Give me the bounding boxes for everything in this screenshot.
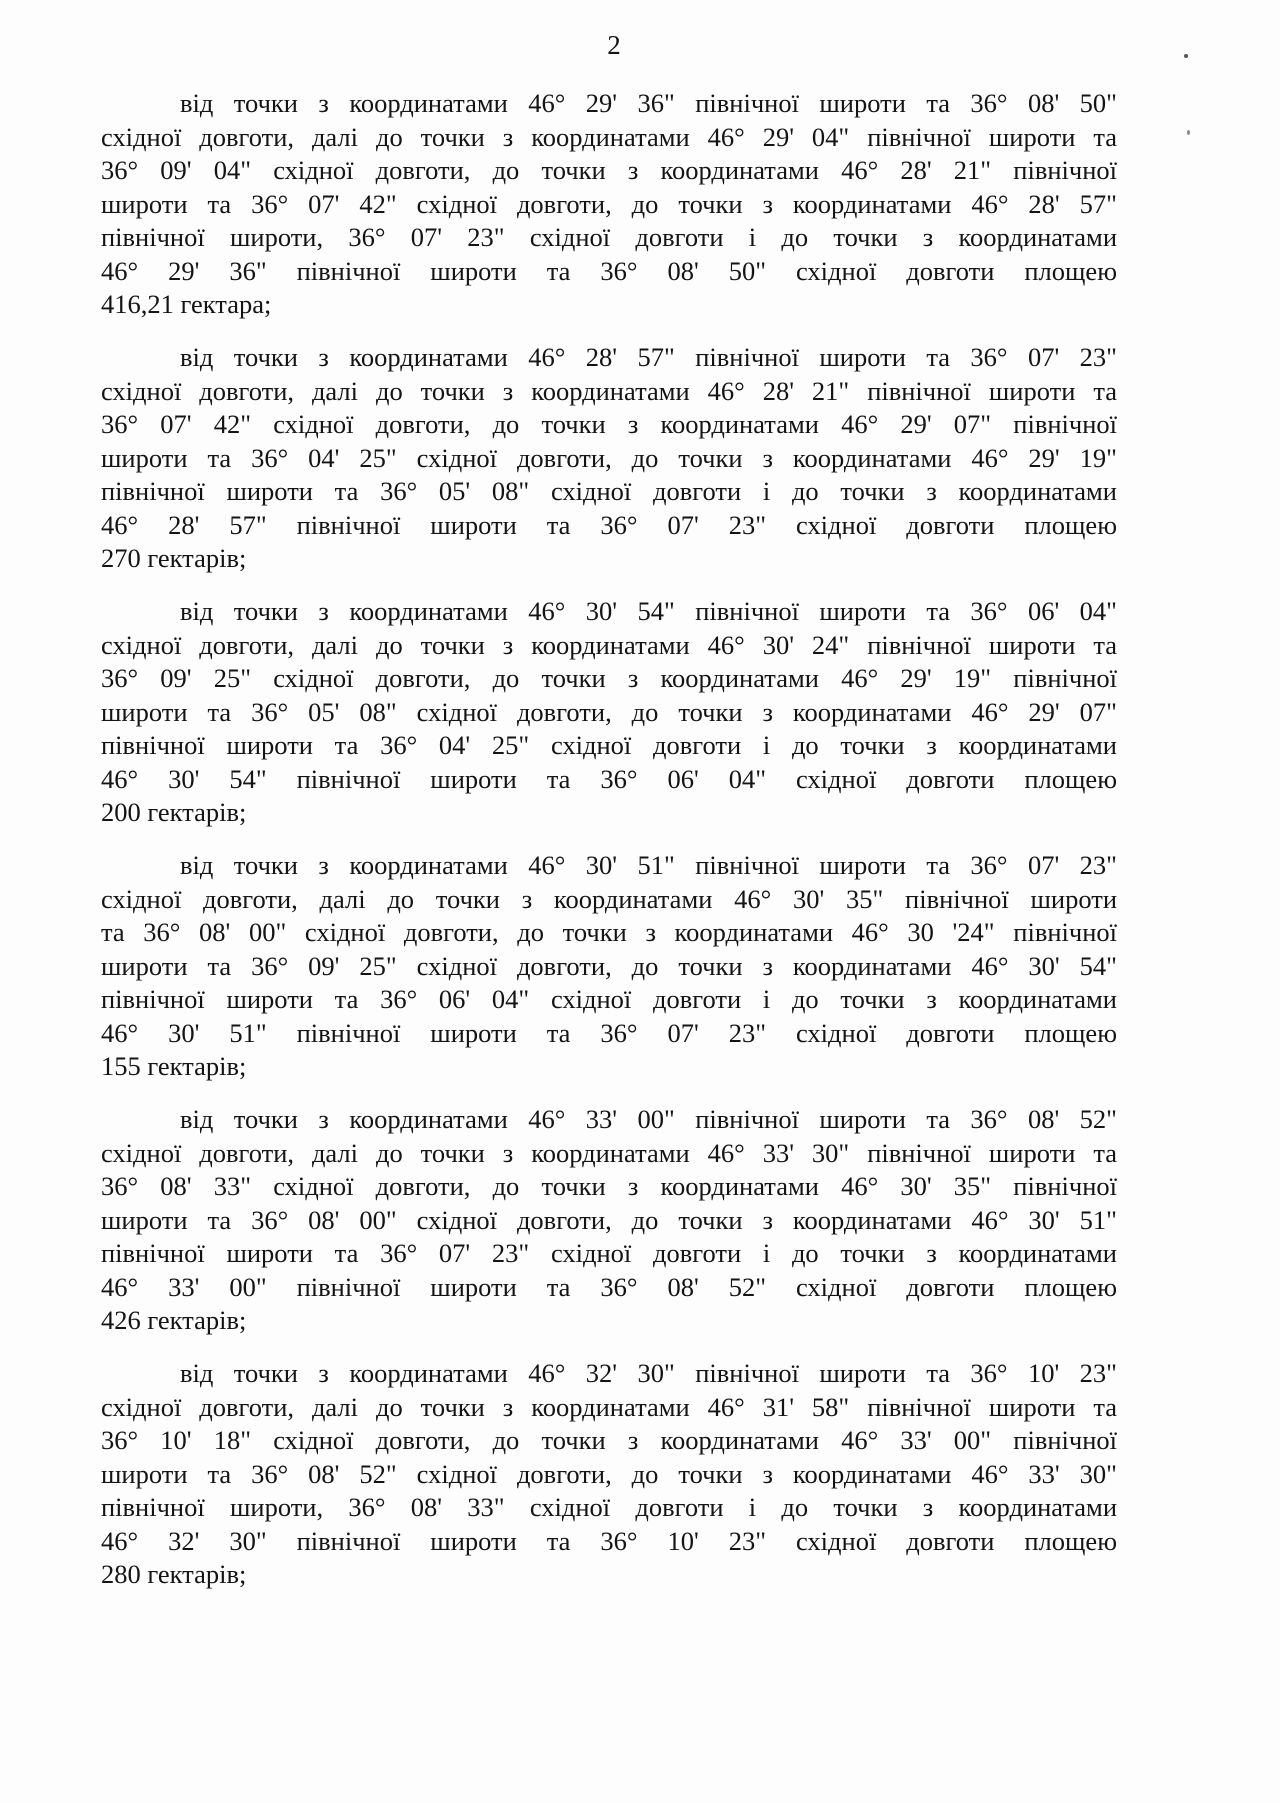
paragraph-line: північної широти та 36° 04' 25" східної довготи і до точки з координатами [101,730,1117,760]
coordinate-paragraph [101,1357,1117,1592]
document-body [101,87,1117,1611]
paragraph-line: північної широти, 36° 08' 33" східної довготи і до точки з координатами [101,1492,1117,1522]
paragraph-line: від точки з координатами 46° 29' 36" північної широти та 36° 08' 50" [180,88,1117,118]
coordinate-paragraph [101,1103,1117,1338]
paragraph-line: від точки з координатами 46° 32' 30" північної широти та 36° 10' 23" [180,1358,1117,1388]
paragraph-line: від точки з координатами 46° 28' 57" північної широти та 36° 07' 23" [180,342,1117,372]
paragraph-line: східної довготи, далі до точки з координатами 46° 33' 30" північної широти та [101,1137,1117,1168]
paragraph-line: широти та 36° 05' 08" східної довготи, до точки з координатами 46° 29' 07" [101,696,1117,727]
scan-speck [1184,54,1188,58]
paragraph-line: 46° 33' 00" північної широти та 36° 08' 52" східної довготи площею [101,1271,1117,1302]
page-number: 2 [607,30,621,60]
coordinate-paragraph [101,341,1117,576]
paragraph-line: від точки з координатами 46° 33' 00" північної широти та 36° 08' 52" [180,1104,1117,1134]
paragraph-line: широти та 36° 08' 00" східної довготи, до точки з координатами 46° 30' 51" [101,1204,1117,1235]
paragraph-line: східної довготи, далі до точки з координатами 46° 28' 21" північної широти та [101,375,1117,406]
paragraph-line: східної довготи, далі до точки з координатами 46° 29' 04" північної широти та [101,121,1117,152]
paragraph-line: східної довготи, далі до точки з координатами 46° 30' 35" північної широти [101,883,1117,914]
paragraph-line: та 36° 08' 00" східної довготи, до точки з координатами 46° 30 '24" північної [101,917,1117,947]
paragraph-line: північної широти, 36° 07' 23" східної довготи і до точки з координатами [101,222,1117,252]
paragraph-area-line: 270 гектарів; [101,543,247,573]
scan-speck [1187,130,1190,135]
paragraph-line: 36° 09' 25" східної довготи, до точки з координатами 46° 29' 19" північної [101,663,1117,693]
paragraph-line: 46° 32' 30" північної широти та 36° 10' 23" східної довготи площею [101,1525,1117,1556]
paragraph-area-line: 155 гектарів; [101,1051,247,1081]
paragraph-line: широти та 36° 04' 25" східної довготи, до точки з координатами 46° 29' 19" [101,442,1117,473]
paragraph-line: 36° 10' 18" східної довготи, до точки з координатами 46° 33' 00" північної [101,1425,1117,1455]
paragraph-line: північної широти та 36° 05' 08" східної довготи і до точки з координатами [101,476,1117,506]
paragraph-line: 36° 09' 04" східної довготи, до точки з координатами 46° 28' 21" північної [101,155,1117,185]
paragraph-line: 36° 07' 42" східної довготи, до точки з координатами 46° 29' 07" північної [101,409,1117,439]
paragraph-line: від точки з координатами 46° 30' 54" північної широти та 36° 06' 04" [180,596,1117,626]
coordinate-paragraph [101,849,1117,1084]
paragraph-line: широти та 36° 09' 25" східної довготи, до точки з координатами 46° 30' 54" [101,950,1117,981]
paragraph-line: від точки з координатами 46° 30' 51" північної широти та 36° 07' 23" [180,850,1117,880]
paragraph-area-line: 416,21 гектара; [101,289,272,319]
coordinate-paragraph [101,87,1117,322]
paragraph-line: східної довготи, далі до точки з координатами 46° 30' 24" північної широти та [101,629,1117,660]
paragraph-line: 46° 30' 51" північної широти та 36° 07' 23" східної довготи площею [101,1017,1117,1048]
paragraph-area-line: 426 гектарів; [101,1305,247,1335]
paragraph-line: 46° 30' 54" північної широти та 36° 06' 04" східної довготи площею [101,763,1117,794]
paragraph-line: широти та 36° 07' 42" східної довготи, до точки з координатами 46° 28' 57" [101,188,1117,219]
paragraph-line: північної широти та 36° 06' 04" східної довготи і до точки з координатами [101,984,1117,1014]
paragraph-area-line: 280 гектарів; [101,1559,247,1589]
paragraph-line: північної широти та 36° 07' 23" східної довготи і до точки з координатами [101,1238,1117,1268]
paragraph-line: 46° 29' 36" північної широти та 36° 08' 50" східної довготи площею [101,255,1117,286]
paragraph-line: 36° 08' 33" східної довготи, до точки з координатами 46° 30' 35" північної [101,1171,1117,1201]
coordinate-paragraph [101,595,1117,830]
paragraph-area-line: 200 гектарів; [101,797,247,827]
paragraph-line: широти та 36° 08' 52" східної довготи, до точки з координатами 46° 33' 30" [101,1458,1117,1489]
paragraph-line: східної довготи, далі до точки з координатами 46° 31' 58" північної широти та [101,1391,1117,1422]
paragraph-line: 46° 28' 57" північної широти та 36° 07' 23" східної довготи площею [101,509,1117,540]
